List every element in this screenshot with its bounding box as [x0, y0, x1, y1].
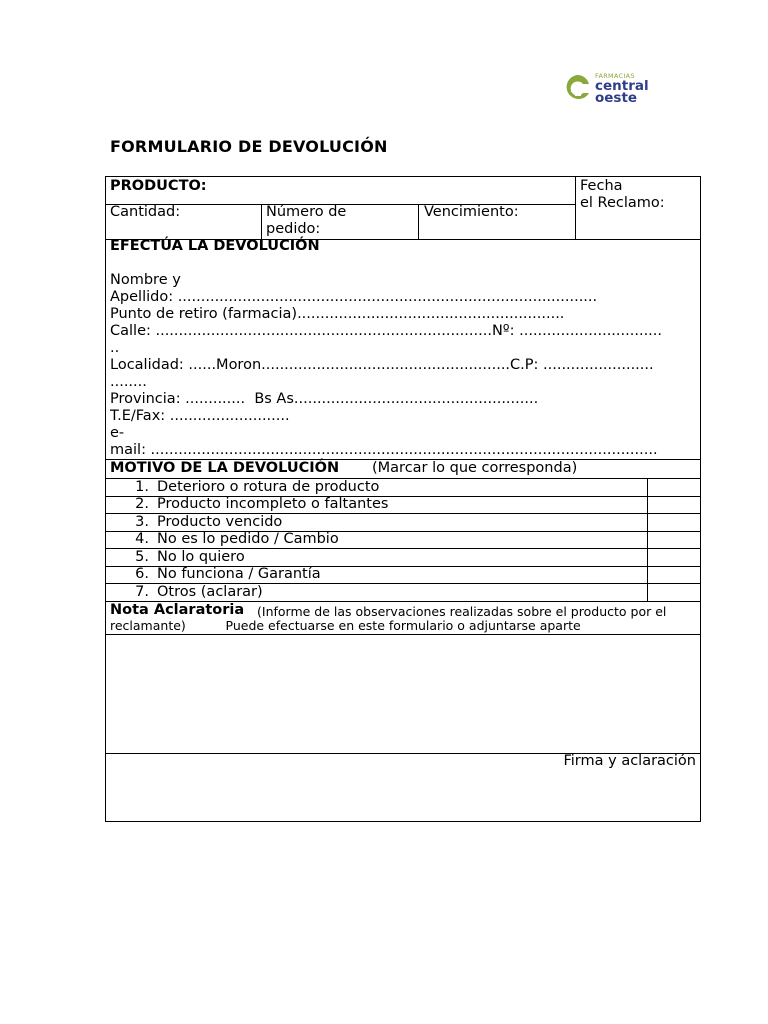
motivo-option-label: Producto incompleto o faltantes — [157, 496, 389, 512]
nota-heading: Nota Aclaratoria — [110, 602, 245, 618]
efectua-line: mail: .............................................................................................................. — [110, 442, 658, 458]
cantidad-label: Cantidad: — [110, 204, 181, 220]
motivo-number: 6. — [135, 566, 149, 582]
efectua-line: Apellido: ........................................................................................... — [110, 289, 598, 305]
motivo-checkbox-3[interactable] — [648, 514, 700, 531]
reclamo-label: el Reclamo: — [580, 195, 665, 211]
motivo-option-label: No lo quiero — [157, 549, 245, 565]
efectua-line: Nombre y — [110, 272, 181, 288]
motivo-number: 7. — [135, 584, 149, 600]
efectua-line: Punto de retiro (farmacia).......................................................... — [110, 306, 565, 322]
efectua-line: Localidad: ......Moron......................................................C.P: ........................ — [110, 357, 654, 373]
divider — [418, 204, 419, 239]
motivo-option-label: Deterioro o rotura de producto — [157, 479, 380, 495]
fecha-label: Fecha — [580, 178, 623, 194]
motivo-number: 1. — [135, 479, 149, 495]
motivo-option-label: Otros (aclarar) — [157, 584, 263, 600]
motivo-heading: MOTIVO DE LA DEVOLUCIÓN — [110, 460, 340, 476]
efectua-line: ........ — [110, 374, 147, 390]
motivo-note: (Marcar lo que corresponda) — [372, 460, 578, 476]
motivo-number: 4. — [135, 531, 149, 547]
efectua-line: T.E/Fax: .......................... — [110, 408, 290, 424]
return-form — [105, 176, 701, 822]
motivo-checkbox-1[interactable] — [648, 479, 700, 496]
efectua-line: Provincia: ............. Bs As..................................................... — [110, 391, 539, 407]
motivo-number: 5. — [135, 549, 149, 565]
efectua-line: e- — [110, 425, 125, 441]
motivo-option-label: Producto vencido — [157, 514, 283, 530]
motivo-number: 3. — [135, 514, 149, 530]
motivo-checkbox-4[interactable] — [648, 532, 700, 548]
nota-text: reclamante) Puede efectuarse en este formulario o adjuntarse aparte — [110, 618, 581, 633]
motivo-checkbox-5[interactable] — [648, 549, 700, 566]
motivo-option-label: No funciona / Garantía — [157, 566, 321, 582]
logo-word-oeste: oeste — [595, 90, 638, 106]
firma-area[interactable] — [106, 773, 700, 821]
motivo-checkbox-6[interactable] — [648, 567, 700, 583]
efectua-heading: EFECTÚA LA DEVOLUCIÓN — [110, 238, 320, 254]
motivo-number: 2. — [135, 496, 149, 512]
nota-text: (Informe de las observaciones realizadas sobre el producto por el — [257, 604, 667, 619]
efectua-line: .. — [110, 340, 120, 356]
motivo-option-label: No es lo pedido / Cambio — [157, 531, 339, 547]
efectua-line: Calle: .........................................................................Nº: ............................... — [110, 323, 663, 339]
motivo-checkbox-7[interactable] — [648, 584, 700, 601]
logo-small-text: FARMACIAS — [595, 72, 635, 80]
logo-word-central: central — [595, 78, 649, 94]
vencimiento-label: Vencimiento: — [424, 204, 519, 220]
pharmacy-cross-icon — [566, 74, 590, 104]
divider — [261, 204, 262, 239]
company-logo — [566, 72, 666, 108]
divider — [575, 177, 576, 239]
numero-label: Número de — [266, 204, 347, 220]
form-title: FORMULARIO DE DEVOLUCIÓN — [110, 137, 388, 156]
producto-label: PRODUCTO: — [110, 178, 207, 194]
nota-writing-area[interactable] — [106, 635, 700, 753]
firma-label: Firma y aclaración — [563, 753, 696, 769]
motivo-checkbox-2[interactable] — [648, 497, 700, 513]
pedido-label: pedido: — [266, 221, 321, 237]
